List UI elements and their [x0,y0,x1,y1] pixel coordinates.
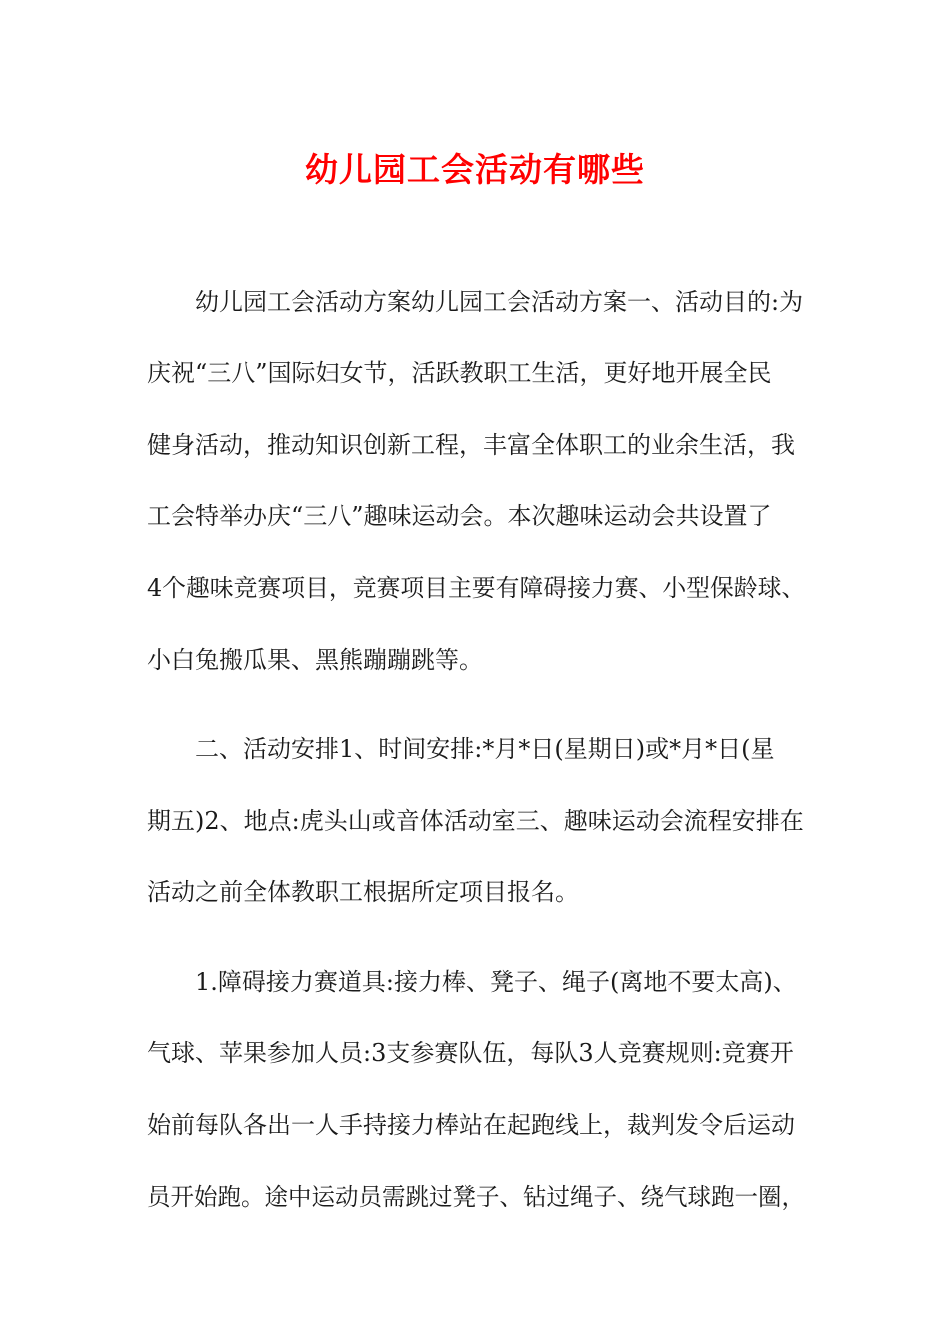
text-line [0,355,950,391]
text-line [0,427,950,463]
paragraph-3-line-3: 始前每队各出一人手持接力棒站在起跑线上，裁判发令后运动 [147,1111,795,1139]
text-line [0,1035,950,1071]
text-line [0,803,950,839]
text-line [0,284,950,320]
paragraph-3-line-1: 1.障碍接力赛道具:接力棒、凳子、绳子(离地不要太高)、 [195,968,797,996]
paragraph-1-line-2: 庆祝“三八”国际妇女节，活跃教职工生活，更好地开展全民 [147,359,772,387]
text-line [0,1179,950,1215]
text-line [0,1107,950,1143]
paragraph-1-line-5: 4个趣味竞赛项目，竞赛项目主要有障碍接力赛、小型保龄球、 [147,574,806,602]
document-title: 幼儿园工会活动有哪些 [305,150,645,189]
text-line [0,642,950,678]
paragraph-1-line-3: 健身活动，推动知识创新工程，丰富全体职工的业余生活，我 [147,431,795,459]
paragraph-2-line-2: 期五)2、地点:虎头山或音体活动室三、趣味运动会流程安排在 [147,807,804,835]
text-line [0,964,950,1000]
text-line [0,731,950,767]
paragraph-1-line-4: 工会特举办庆“三八”趣味运动会。本次趣味运动会共设置了 [147,502,772,530]
paragraph-2-line-3: 活动之前全体教职工根据所定项目报名。 [147,878,579,906]
paragraph-1-line-1: 幼儿园工会活动方案幼儿园工会活动方案一、活动目的:为 [195,288,804,316]
text-line [0,498,950,534]
paragraph-2-line-1: 二、活动安排1、时间安排:*月*日(星期日)或*月*日(星 [195,735,775,763]
paragraph-3-line-4: 员开始跑。途中运动员需跳过凳子、钻过绳子、绕气球跑一圈， [147,1183,805,1211]
text-line [0,570,950,606]
paragraph-1-line-6: 小白兔搬瓜果、黑熊蹦蹦跳等。 [147,646,483,674]
text-line [0,874,950,910]
paragraph-3-line-2: 气球、苹果参加人员:3支参赛队伍，每队3人竞赛规则:竞赛开 [147,1039,794,1067]
